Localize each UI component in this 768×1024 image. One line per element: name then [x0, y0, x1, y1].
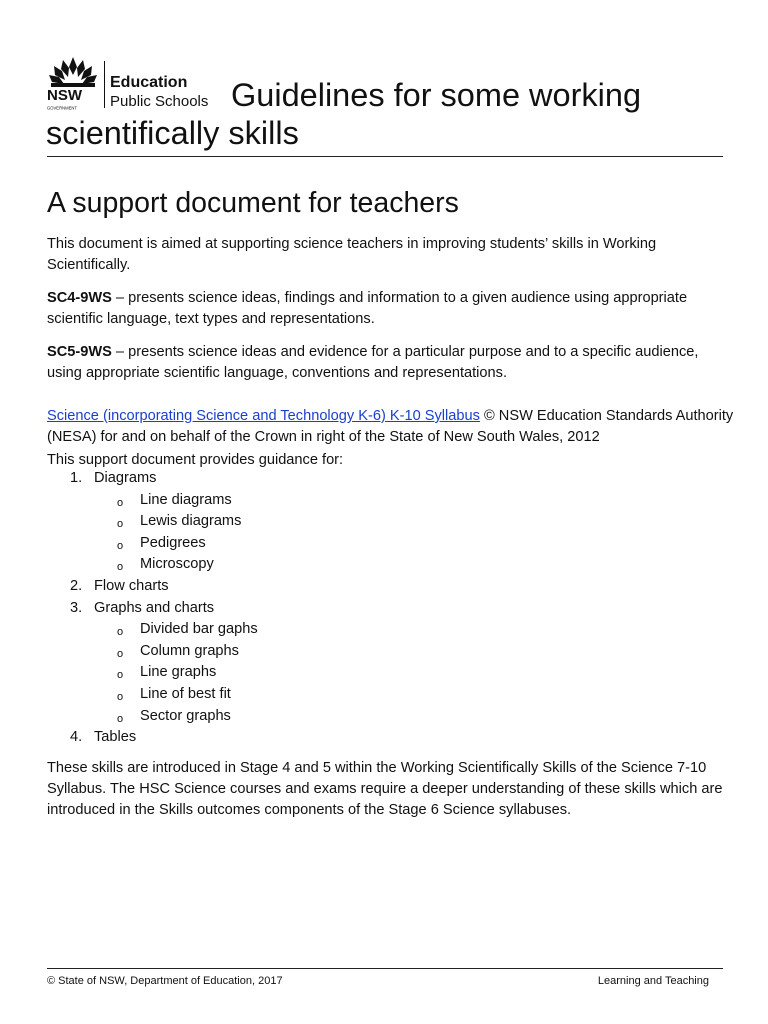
list-number: 1. [70, 470, 83, 486]
bullet-icon: o [117, 539, 124, 552]
citation [47, 406, 737, 448]
sub-list-label: Pedigrees [140, 534, 206, 551]
bullet-icon: o [117, 647, 124, 660]
bullet-icon: o [117, 669, 124, 682]
title-divider [47, 156, 723, 157]
list-item [70, 576, 169, 598]
svg-text:GOVERNMENT: GOVERNMENT [47, 105, 78, 110]
list-item-label: Graphs and charts [94, 599, 215, 616]
sub-list-label: Line graphs [140, 664, 217, 681]
sub-list-label: Lewis diagrams [140, 513, 242, 530]
outcome-sc4 [47, 288, 737, 330]
syllabus-link[interactable]: Science (incorporating Science and Technology K-6) K-10 Syllabus [47, 408, 480, 424]
outcome-sc5 [47, 342, 737, 384]
bullet-icon: o [117, 626, 124, 639]
outcome-text: – presents science ideas and evidence for a particular purpose and to a specific audience, using appropriate scientific language, conventions and representations. [47, 344, 699, 381]
intro-paragraph: This document is aimed at supporting science teachers in improving students’ skills in Working Scientifically. [47, 236, 657, 273]
list-item-label: Tables [94, 729, 137, 746]
bullet-icon: o [117, 691, 124, 703]
title-text: Guidelines for some working scientifically skills [46, 77, 642, 151]
footer-copyright: © State of NSW, Department of Education, 2017 [47, 975, 283, 987]
citation-text: © NSW Education Standards Authority (NESA) for and on behalf of the Crown in right of the State of New South Wales, 2012 [47, 408, 734, 445]
sub-list-label: Column graphs [140, 642, 239, 659]
list-item-label: Flow charts [94, 578, 169, 594]
sub-list-label: Sector graphs [140, 707, 231, 724]
sub-list-label: Microscopy [140, 556, 214, 573]
page-title [46, 55, 738, 152]
footer-section: Learning and Teaching [597, 975, 709, 987]
svg-text:Public Schools: Public Schools [110, 93, 209, 110]
bullet-icon: o [117, 712, 124, 725]
closing-paragraph: These skills are introduced in Stage 4 and 5 within the Working Scientifically Skills of the Science 7-10 Syllabus. The HSC Science courses and exams require a deeper understanding of these skills which are introduced in the Skills outcomes components of the Stage 6 Science syllabuses. [47, 760, 723, 818]
list-item [70, 598, 215, 620]
svg-text:Education: Education [110, 74, 188, 91]
list-item-label: Diagrams [94, 470, 157, 486]
list-item [70, 727, 137, 749]
sub-list-label: Line diagrams [140, 491, 232, 508]
bullet-icon: o [117, 518, 124, 531]
footer-divider [47, 968, 723, 969]
list-number: 4. [70, 729, 83, 746]
list-number: 2. [70, 578, 83, 594]
outcome-text: – presents science ideas, findings and information to a given audience using appropriate scientific language, text types and representations. [47, 290, 688, 327]
list-item [70, 468, 157, 490]
sub-list-label: Divided bar gaphs [140, 621, 258, 638]
sub-list-label: Line of best fit [140, 686, 231, 702]
nsw-education-logo [46, 55, 231, 110]
bullet-icon: o [117, 561, 124, 574]
outcome-code: SC4-9WS [47, 290, 112, 306]
list-number: 3. [70, 599, 83, 616]
outcome-code: SC5-9WS [47, 344, 112, 360]
svg-text:NSW: NSW [47, 87, 82, 104]
guidance-intro: This support document provides guidance for: [47, 452, 344, 468]
subtitle: A support document for teachers [47, 187, 459, 219]
waratah-icon [46, 55, 231, 110]
bullet-icon: o [117, 496, 124, 509]
